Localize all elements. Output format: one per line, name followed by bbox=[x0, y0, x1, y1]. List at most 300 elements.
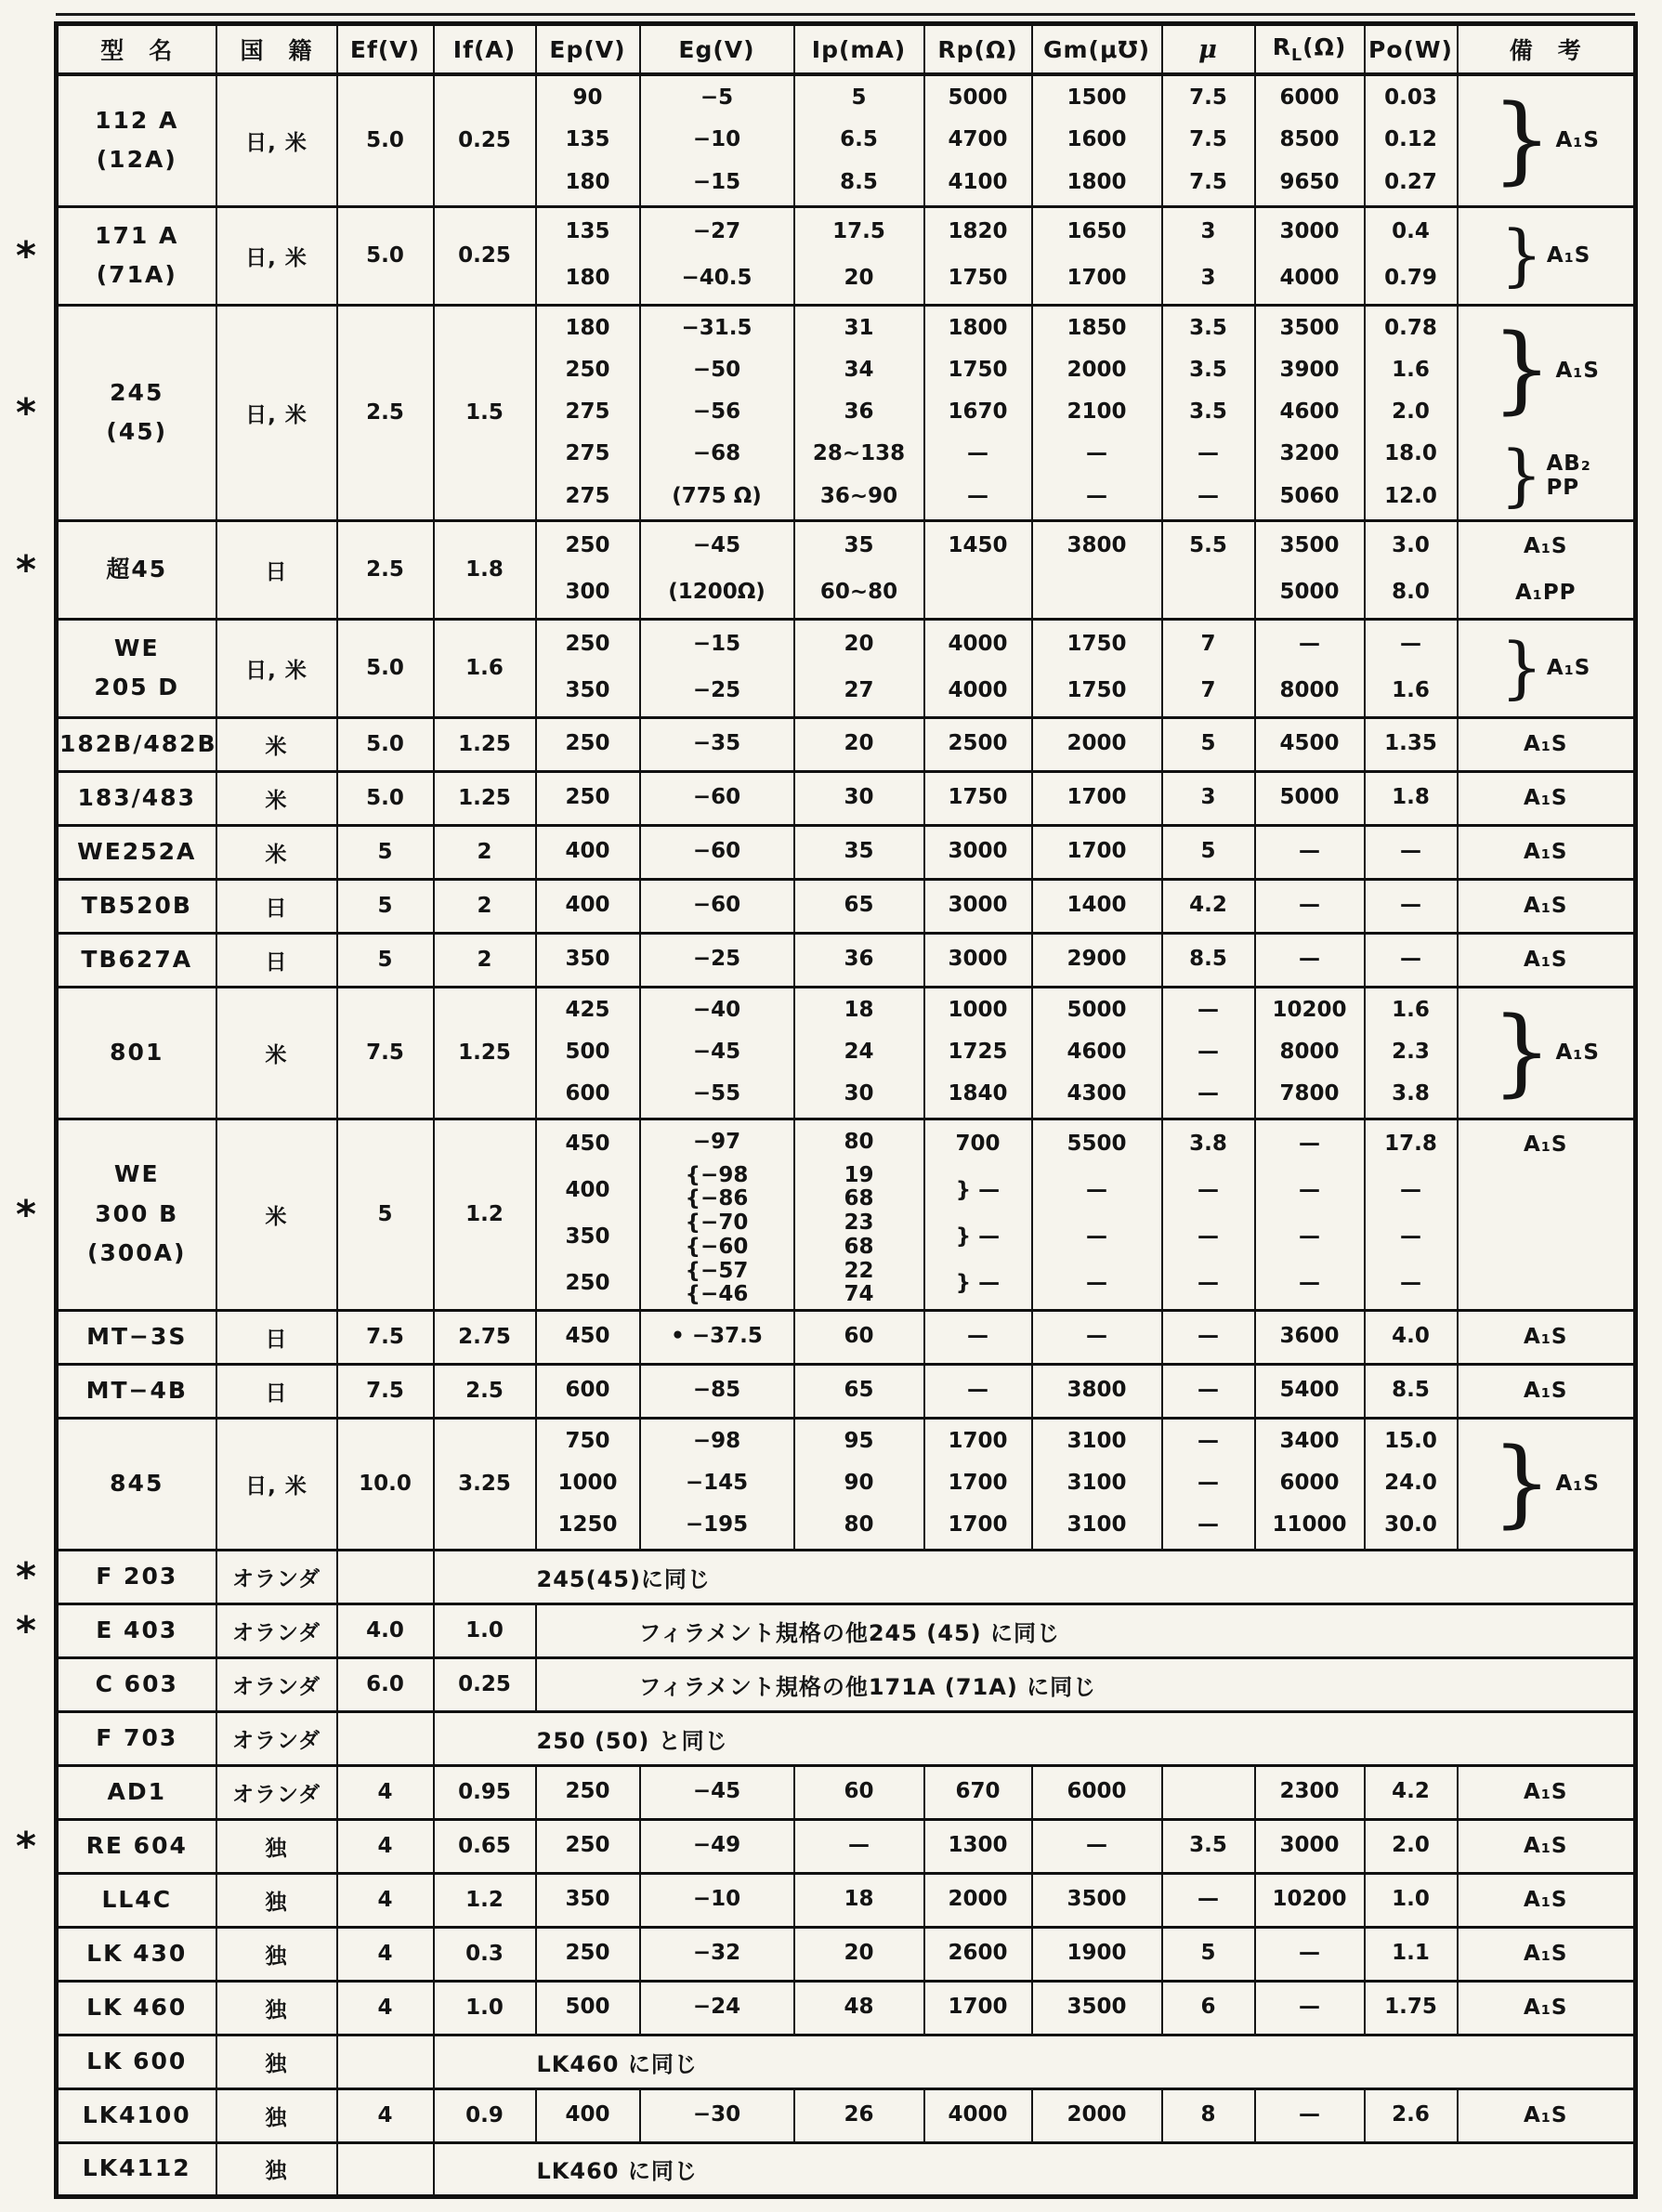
value-stack bbox=[795, 936, 923, 984]
value-ep: 450 bbox=[565, 1324, 610, 1349]
value-stack bbox=[641, 1768, 793, 1816]
value-rp bbox=[925, 569, 1031, 616]
value-mu: — bbox=[1197, 1040, 1219, 1065]
value-mu: 7 bbox=[1200, 632, 1216, 657]
value-rp: — bbox=[967, 1324, 988, 1349]
value-stack bbox=[1366, 1121, 1457, 1307]
cell-rl bbox=[1255, 1765, 1365, 1819]
value-stack bbox=[537, 622, 639, 714]
value-mu: 4.2 bbox=[1189, 893, 1227, 918]
cell-rp bbox=[924, 206, 1032, 305]
value-mu: — bbox=[1197, 1887, 1219, 1912]
value-gm: 3800 bbox=[1067, 1378, 1127, 1403]
value-rp: 4000 bbox=[948, 678, 1008, 703]
cell-ef: 5 bbox=[337, 1119, 434, 1310]
value-ip: 22 74 bbox=[844, 1258, 874, 1307]
value-eg: −97 bbox=[692, 1129, 741, 1154]
value-ip: 34 bbox=[844, 357, 874, 382]
value-stack bbox=[1033, 936, 1161, 984]
value-rp: 4700 bbox=[948, 127, 1008, 152]
cell-rp bbox=[924, 825, 1032, 879]
value-ep: 180 bbox=[565, 266, 610, 291]
header-eg: Eg(V) bbox=[640, 24, 794, 75]
value-eg: {−70 {−60 bbox=[685, 1211, 749, 1259]
cell-nationality: 日, 米 bbox=[216, 305, 337, 520]
cell-rp bbox=[924, 1364, 1032, 1418]
cell-ef: 2.5 bbox=[337, 520, 434, 619]
value-mu: 3.5 bbox=[1189, 1833, 1227, 1858]
remark bbox=[1459, 989, 1634, 1116]
cell-mu bbox=[1162, 825, 1255, 879]
cell-nationality: 米 bbox=[216, 825, 337, 879]
cell-ef: 5.0 bbox=[337, 206, 434, 305]
value-eg: −45 bbox=[692, 1779, 741, 1804]
value-stack bbox=[795, 2091, 923, 2140]
remark-stack bbox=[1459, 1768, 1634, 1816]
cell-po bbox=[1365, 1765, 1458, 1819]
value-ep: 400 bbox=[565, 839, 610, 864]
cell-if: 0.3 bbox=[434, 1927, 536, 1981]
remark bbox=[1459, 622, 1634, 714]
remark bbox=[1459, 720, 1634, 768]
value-stack bbox=[795, 882, 923, 930]
table-row bbox=[57, 1550, 1636, 1603]
value-rl: 9650 bbox=[1279, 169, 1340, 194]
value-rp: — bbox=[967, 1378, 988, 1403]
cell-remarks bbox=[1458, 825, 1636, 879]
cell-rl bbox=[1255, 879, 1365, 933]
value-ep: 275 bbox=[565, 399, 610, 425]
cell-rl bbox=[1255, 1981, 1365, 2035]
cell-ep bbox=[536, 1873, 640, 1927]
cell-po bbox=[1365, 1873, 1458, 1927]
value-stack bbox=[1033, 1876, 1161, 1924]
value-stack bbox=[1033, 989, 1161, 1116]
cell-if: 0.25 bbox=[434, 74, 536, 206]
value-ep: 250 bbox=[565, 1941, 610, 1966]
value-ip: 48 bbox=[844, 1995, 874, 2020]
cell-nationality: 独 bbox=[216, 1927, 337, 1981]
margin-asterisk: * bbox=[16, 389, 38, 436]
cell-gm bbox=[1032, 520, 1162, 619]
margin-asterisk: * bbox=[16, 1823, 38, 1869]
value-mu: — bbox=[1197, 483, 1219, 508]
value-po: 1.6 bbox=[1392, 678, 1430, 703]
value-rl: 3000 bbox=[1279, 1833, 1340, 1858]
cell-mu bbox=[1162, 1765, 1255, 1819]
value-ip: 90 bbox=[844, 1471, 874, 1496]
value-ep: 500 bbox=[565, 1040, 610, 1065]
cell-rl bbox=[1255, 74, 1365, 206]
cell-remarks bbox=[1458, 520, 1636, 619]
value-ep: 135 bbox=[565, 219, 610, 244]
value-rl: 4600 bbox=[1279, 399, 1340, 425]
value-ip: 36 bbox=[844, 399, 874, 425]
value-stack bbox=[795, 1930, 923, 1978]
value-ep: 250 bbox=[565, 731, 610, 756]
value-gm: 4300 bbox=[1067, 1081, 1127, 1106]
cell-nationality: オランダ bbox=[216, 1603, 337, 1657]
value-gm: 1900 bbox=[1067, 1941, 1127, 1966]
cell-model: LL4C bbox=[57, 1873, 216, 1927]
cell-eg bbox=[640, 1310, 794, 1364]
value-rp: } — bbox=[955, 1224, 1001, 1250]
value-mu: 7.5 bbox=[1189, 85, 1227, 111]
cell-rl bbox=[1255, 206, 1365, 305]
value-ep: 250 bbox=[565, 357, 610, 382]
value-stack bbox=[795, 1876, 923, 1924]
cell-ip bbox=[794, 206, 924, 305]
cell-po bbox=[1365, 879, 1458, 933]
cell-nationality: 日 bbox=[216, 879, 337, 933]
cell-mu bbox=[1162, 879, 1255, 933]
cell-nationality: オランダ bbox=[216, 1550, 337, 1603]
value-ep: 180 bbox=[565, 315, 610, 340]
value-po: 1.6 bbox=[1392, 357, 1430, 382]
value-po: 30.0 bbox=[1384, 1512, 1437, 1538]
remark-text: A₁S bbox=[1524, 948, 1568, 972]
cell-po bbox=[1365, 1927, 1458, 1981]
value-gm: 3800 bbox=[1067, 533, 1127, 558]
value-stack bbox=[1366, 1420, 1457, 1547]
cell-remarks bbox=[1458, 74, 1636, 206]
value-stack bbox=[925, 989, 1031, 1116]
cell-model: F 703 bbox=[57, 1711, 216, 1765]
cell-mu bbox=[1162, 1873, 1255, 1927]
cell-eg bbox=[640, 1873, 794, 1927]
value-ip: 95 bbox=[844, 1428, 874, 1453]
value-stack bbox=[537, 308, 639, 517]
value-stack bbox=[925, 308, 1031, 517]
value-stack bbox=[1256, 1876, 1364, 1924]
remark bbox=[1459, 523, 1634, 569]
value-stack bbox=[1033, 1367, 1161, 1415]
header-remarks: 備 考 bbox=[1458, 24, 1636, 75]
remark-stack bbox=[1459, 77, 1634, 203]
value-ep: 425 bbox=[565, 997, 610, 1022]
value-stack bbox=[795, 828, 923, 876]
value-ip: 65 bbox=[844, 893, 874, 918]
cell-if: 1.8 bbox=[434, 520, 536, 619]
remark-text: A₁S bbox=[1524, 1942, 1568, 1966]
value-stack bbox=[795, 308, 923, 517]
value-stack bbox=[1033, 1420, 1161, 1547]
cell-rl bbox=[1255, 1418, 1365, 1550]
value-rp: — bbox=[967, 441, 988, 466]
value-stack bbox=[1366, 77, 1457, 203]
cell-gm bbox=[1032, 1310, 1162, 1364]
remark-stack bbox=[1459, 720, 1634, 768]
value-ep: 600 bbox=[565, 1378, 610, 1403]
value-stack bbox=[925, 1420, 1031, 1547]
table-row bbox=[57, 1657, 1636, 1711]
remark bbox=[1459, 828, 1634, 876]
cell-if: 1.25 bbox=[434, 717, 536, 771]
value-stack bbox=[641, 1876, 793, 1924]
cell-ep bbox=[536, 520, 640, 619]
cell-nationality: 日 bbox=[216, 933, 337, 987]
cell-nationality: 米 bbox=[216, 1119, 337, 1310]
cell-ef: 7.5 bbox=[337, 1364, 434, 1418]
cell-ip bbox=[794, 1364, 924, 1418]
remark bbox=[1459, 882, 1634, 930]
value-stack bbox=[795, 77, 923, 203]
cell-note: フィラメント規格の他171A (71A) に同じ bbox=[536, 1657, 1636, 1711]
value-stack bbox=[1033, 2091, 1161, 2140]
cell-ef: 4 bbox=[337, 1819, 434, 1873]
value-mu: 8 bbox=[1200, 2102, 1216, 2127]
value-rl: 5400 bbox=[1279, 1378, 1340, 1403]
cell-if: 2.75 bbox=[434, 1310, 536, 1364]
value-stack bbox=[925, 1876, 1031, 1924]
value-po: 0.03 bbox=[1384, 85, 1437, 111]
cell-rl bbox=[1255, 771, 1365, 825]
value-ep: 250 bbox=[565, 632, 610, 657]
value-gm: — bbox=[1086, 1224, 1107, 1250]
value-ep: 180 bbox=[565, 169, 610, 194]
value-rp: 1700 bbox=[948, 1428, 1008, 1453]
header-rl: $R_L(\Omega)$ bbox=[1255, 24, 1365, 75]
value-stack bbox=[1163, 77, 1254, 203]
value-mu: 7.5 bbox=[1189, 127, 1227, 152]
remark bbox=[1459, 569, 1634, 616]
cell-ef: 5 bbox=[337, 825, 434, 879]
remark bbox=[1459, 2091, 1634, 2140]
value-stack bbox=[795, 622, 923, 714]
value-ep: 350 bbox=[565, 1887, 610, 1912]
cell-ef: 2.5 bbox=[337, 305, 434, 520]
value-stack bbox=[537, 882, 639, 930]
cell-ip bbox=[794, 1119, 924, 1310]
remark-text: A₁S bbox=[1555, 358, 1600, 383]
value-po: — bbox=[1400, 893, 1421, 918]
cell-if: 0.25 bbox=[434, 206, 536, 305]
value-stack bbox=[1366, 523, 1457, 616]
cell-ip bbox=[794, 1819, 924, 1873]
value-stack bbox=[1256, 2091, 1364, 2140]
value-rl: 6000 bbox=[1279, 85, 1340, 111]
value-ip: 20 bbox=[844, 266, 874, 291]
value-rp: 2600 bbox=[948, 1941, 1008, 1966]
value-stack bbox=[641, 209, 793, 302]
cell-rp bbox=[924, 1765, 1032, 1819]
cell-rp bbox=[924, 74, 1032, 206]
value-rp: 1750 bbox=[948, 266, 1008, 291]
value-stack bbox=[925, 523, 1031, 616]
cell-if: 0.65 bbox=[434, 1819, 536, 1873]
value-stack bbox=[795, 1420, 923, 1547]
cell-if: 1.25 bbox=[434, 771, 536, 825]
value-ep: 90 bbox=[572, 85, 603, 111]
cell-rl bbox=[1255, 305, 1365, 520]
value-stack bbox=[537, 774, 639, 822]
cell-remarks bbox=[1458, 1927, 1636, 1981]
cell-mu bbox=[1162, 2088, 1255, 2142]
value-mu: 5 bbox=[1200, 731, 1216, 756]
cell-note: LK460 に同じ bbox=[434, 2035, 1636, 2088]
value-gm: 2100 bbox=[1067, 399, 1127, 425]
remark-text: A₁S bbox=[1555, 1041, 1600, 1065]
value-rl: — bbox=[1299, 893, 1320, 918]
value-stack bbox=[1033, 1121, 1161, 1307]
value-rp: 3000 bbox=[948, 839, 1008, 864]
value-rp: 1670 bbox=[948, 399, 1008, 425]
value-eg: −60 bbox=[692, 785, 741, 810]
value-rl: — bbox=[1299, 839, 1320, 864]
value-gm: 2000 bbox=[1067, 731, 1127, 756]
value-gm: 1700 bbox=[1067, 266, 1127, 291]
value-gm: 1700 bbox=[1067, 785, 1127, 810]
value-stack bbox=[1256, 1983, 1364, 2032]
cell-ef: 4 bbox=[337, 1927, 434, 1981]
value-stack bbox=[1256, 1420, 1364, 1547]
value-stack bbox=[1366, 1876, 1457, 1924]
remark-text: A₁S bbox=[1524, 2103, 1568, 2127]
cell-mu bbox=[1162, 771, 1255, 825]
cell-nationality: 独 bbox=[216, 2035, 337, 2088]
value-stack bbox=[537, 1876, 639, 1924]
cell-rl bbox=[1255, 825, 1365, 879]
value-po: 1.1 bbox=[1392, 1941, 1430, 1966]
cell-po bbox=[1365, 520, 1458, 619]
value-rl: 4000 bbox=[1279, 266, 1340, 291]
value-eg: −145 bbox=[685, 1471, 749, 1496]
remark-text: A₁S bbox=[1555, 128, 1600, 153]
cell-nationality: 日 bbox=[216, 1310, 337, 1364]
value-rp: 1840 bbox=[948, 1081, 1008, 1106]
table-row bbox=[57, 1364, 1636, 1418]
cell-ip bbox=[794, 1981, 924, 2035]
value-mu: 3 bbox=[1200, 785, 1216, 810]
value-gm: — bbox=[1086, 1271, 1107, 1296]
cell-rp bbox=[924, 1873, 1032, 1927]
value-eg: −25 bbox=[692, 947, 741, 972]
cell-model: 超45 * bbox=[57, 520, 216, 619]
cell-eg bbox=[640, 825, 794, 879]
value-rl: 3000 bbox=[1279, 219, 1340, 244]
cell-nationality: 日 bbox=[216, 1364, 337, 1418]
value-stack bbox=[1163, 1420, 1254, 1547]
value-mu: — bbox=[1197, 1428, 1219, 1453]
value-ep: 400 bbox=[565, 893, 610, 918]
cell-ip bbox=[794, 74, 924, 206]
value-stack bbox=[1033, 774, 1161, 822]
value-po: 0.79 bbox=[1384, 266, 1437, 291]
value-eg: −45 bbox=[692, 533, 741, 558]
value-stack bbox=[1033, 1983, 1161, 2032]
value-po: 2.0 bbox=[1392, 399, 1430, 425]
cell-model: C 603 bbox=[57, 1657, 216, 1711]
remark-stack bbox=[1459, 828, 1634, 876]
value-stack bbox=[795, 1121, 923, 1307]
value-ip: 30 bbox=[844, 785, 874, 810]
cell-po bbox=[1365, 206, 1458, 305]
cell-ep bbox=[536, 933, 640, 987]
cell-mu bbox=[1162, 1310, 1255, 1364]
cell-nationality: オランダ bbox=[216, 1657, 337, 1711]
margin-asterisk: * bbox=[16, 232, 38, 279]
value-ep: 350 bbox=[565, 947, 610, 972]
value-eg: −5 bbox=[700, 85, 734, 111]
table-row bbox=[57, 1819, 1636, 1873]
value-ep: 600 bbox=[565, 1081, 610, 1106]
cell-rp bbox=[924, 619, 1032, 717]
remark bbox=[1459, 1313, 1634, 1361]
cell-eg bbox=[640, 206, 794, 305]
cell-ef bbox=[337, 1550, 434, 1603]
value-po: 15.0 bbox=[1384, 1428, 1437, 1453]
cell-ep bbox=[536, 1119, 640, 1310]
header-mu: μ bbox=[1162, 24, 1255, 75]
cell-ef: 4 bbox=[337, 2088, 434, 2142]
value-rp: } — bbox=[955, 1178, 1001, 1203]
remark-stack bbox=[1459, 2091, 1634, 2140]
value-stack bbox=[1163, 1121, 1254, 1307]
cell-rl bbox=[1255, 520, 1365, 619]
value-mu: 3 bbox=[1200, 266, 1216, 291]
value-po: 8.5 bbox=[1392, 1378, 1430, 1403]
value-mu: — bbox=[1197, 1512, 1219, 1538]
remark-text: A₁S bbox=[1546, 243, 1591, 268]
cell-eg bbox=[640, 1765, 794, 1819]
value-ip: 65 bbox=[844, 1378, 874, 1403]
value-stack bbox=[1256, 308, 1364, 517]
remark-stack bbox=[1459, 1121, 1634, 1307]
cell-remarks bbox=[1458, 1765, 1636, 1819]
cell-if: 2 bbox=[434, 825, 536, 879]
remark bbox=[1459, 1121, 1634, 1168]
cell-ip bbox=[794, 717, 924, 771]
value-stack bbox=[925, 1121, 1031, 1307]
table-row bbox=[57, 1310, 1636, 1364]
value-mu: 3 bbox=[1200, 219, 1216, 244]
remark bbox=[1459, 1983, 1634, 2032]
cell-ef bbox=[337, 2035, 434, 2088]
cell-rp bbox=[924, 1310, 1032, 1364]
value-stack bbox=[1163, 1313, 1254, 1361]
table-row bbox=[57, 1603, 1636, 1657]
cell-model: 845 bbox=[57, 1418, 216, 1550]
header-ep: Ep(V) bbox=[536, 24, 640, 75]
cell-ip bbox=[794, 305, 924, 520]
cell-ip bbox=[794, 2088, 924, 2142]
cell-ep bbox=[536, 1364, 640, 1418]
value-ep: 400 bbox=[565, 1178, 610, 1203]
value-ep: 1250 bbox=[557, 1512, 618, 1538]
value-po: 3.8 bbox=[1392, 1081, 1430, 1106]
remark-text: A₁S bbox=[1524, 786, 1568, 810]
cell-gm bbox=[1032, 717, 1162, 771]
cell-ep bbox=[536, 1927, 640, 1981]
value-stack bbox=[1163, 1930, 1254, 1978]
value-ep: 400 bbox=[565, 2102, 610, 2127]
value-stack bbox=[537, 523, 639, 616]
remark bbox=[1459, 936, 1634, 984]
value-po: 12.0 bbox=[1384, 483, 1437, 508]
value-gm: 1850 bbox=[1067, 315, 1127, 340]
value-po: 4.0 bbox=[1392, 1324, 1430, 1349]
value-ep: 250 bbox=[565, 1833, 610, 1858]
value-stack bbox=[1163, 1983, 1254, 2032]
value-ip: 36 bbox=[844, 947, 874, 972]
cell-nationality: オランダ bbox=[216, 1765, 337, 1819]
value-eg: −85 bbox=[692, 1378, 741, 1403]
cell-nationality: 米 bbox=[216, 987, 337, 1119]
value-rl: 5060 bbox=[1279, 483, 1340, 508]
value-rl: — bbox=[1299, 1271, 1320, 1296]
cell-if: 1.2 bbox=[434, 1873, 536, 1927]
value-po: 18.0 bbox=[1384, 441, 1437, 466]
